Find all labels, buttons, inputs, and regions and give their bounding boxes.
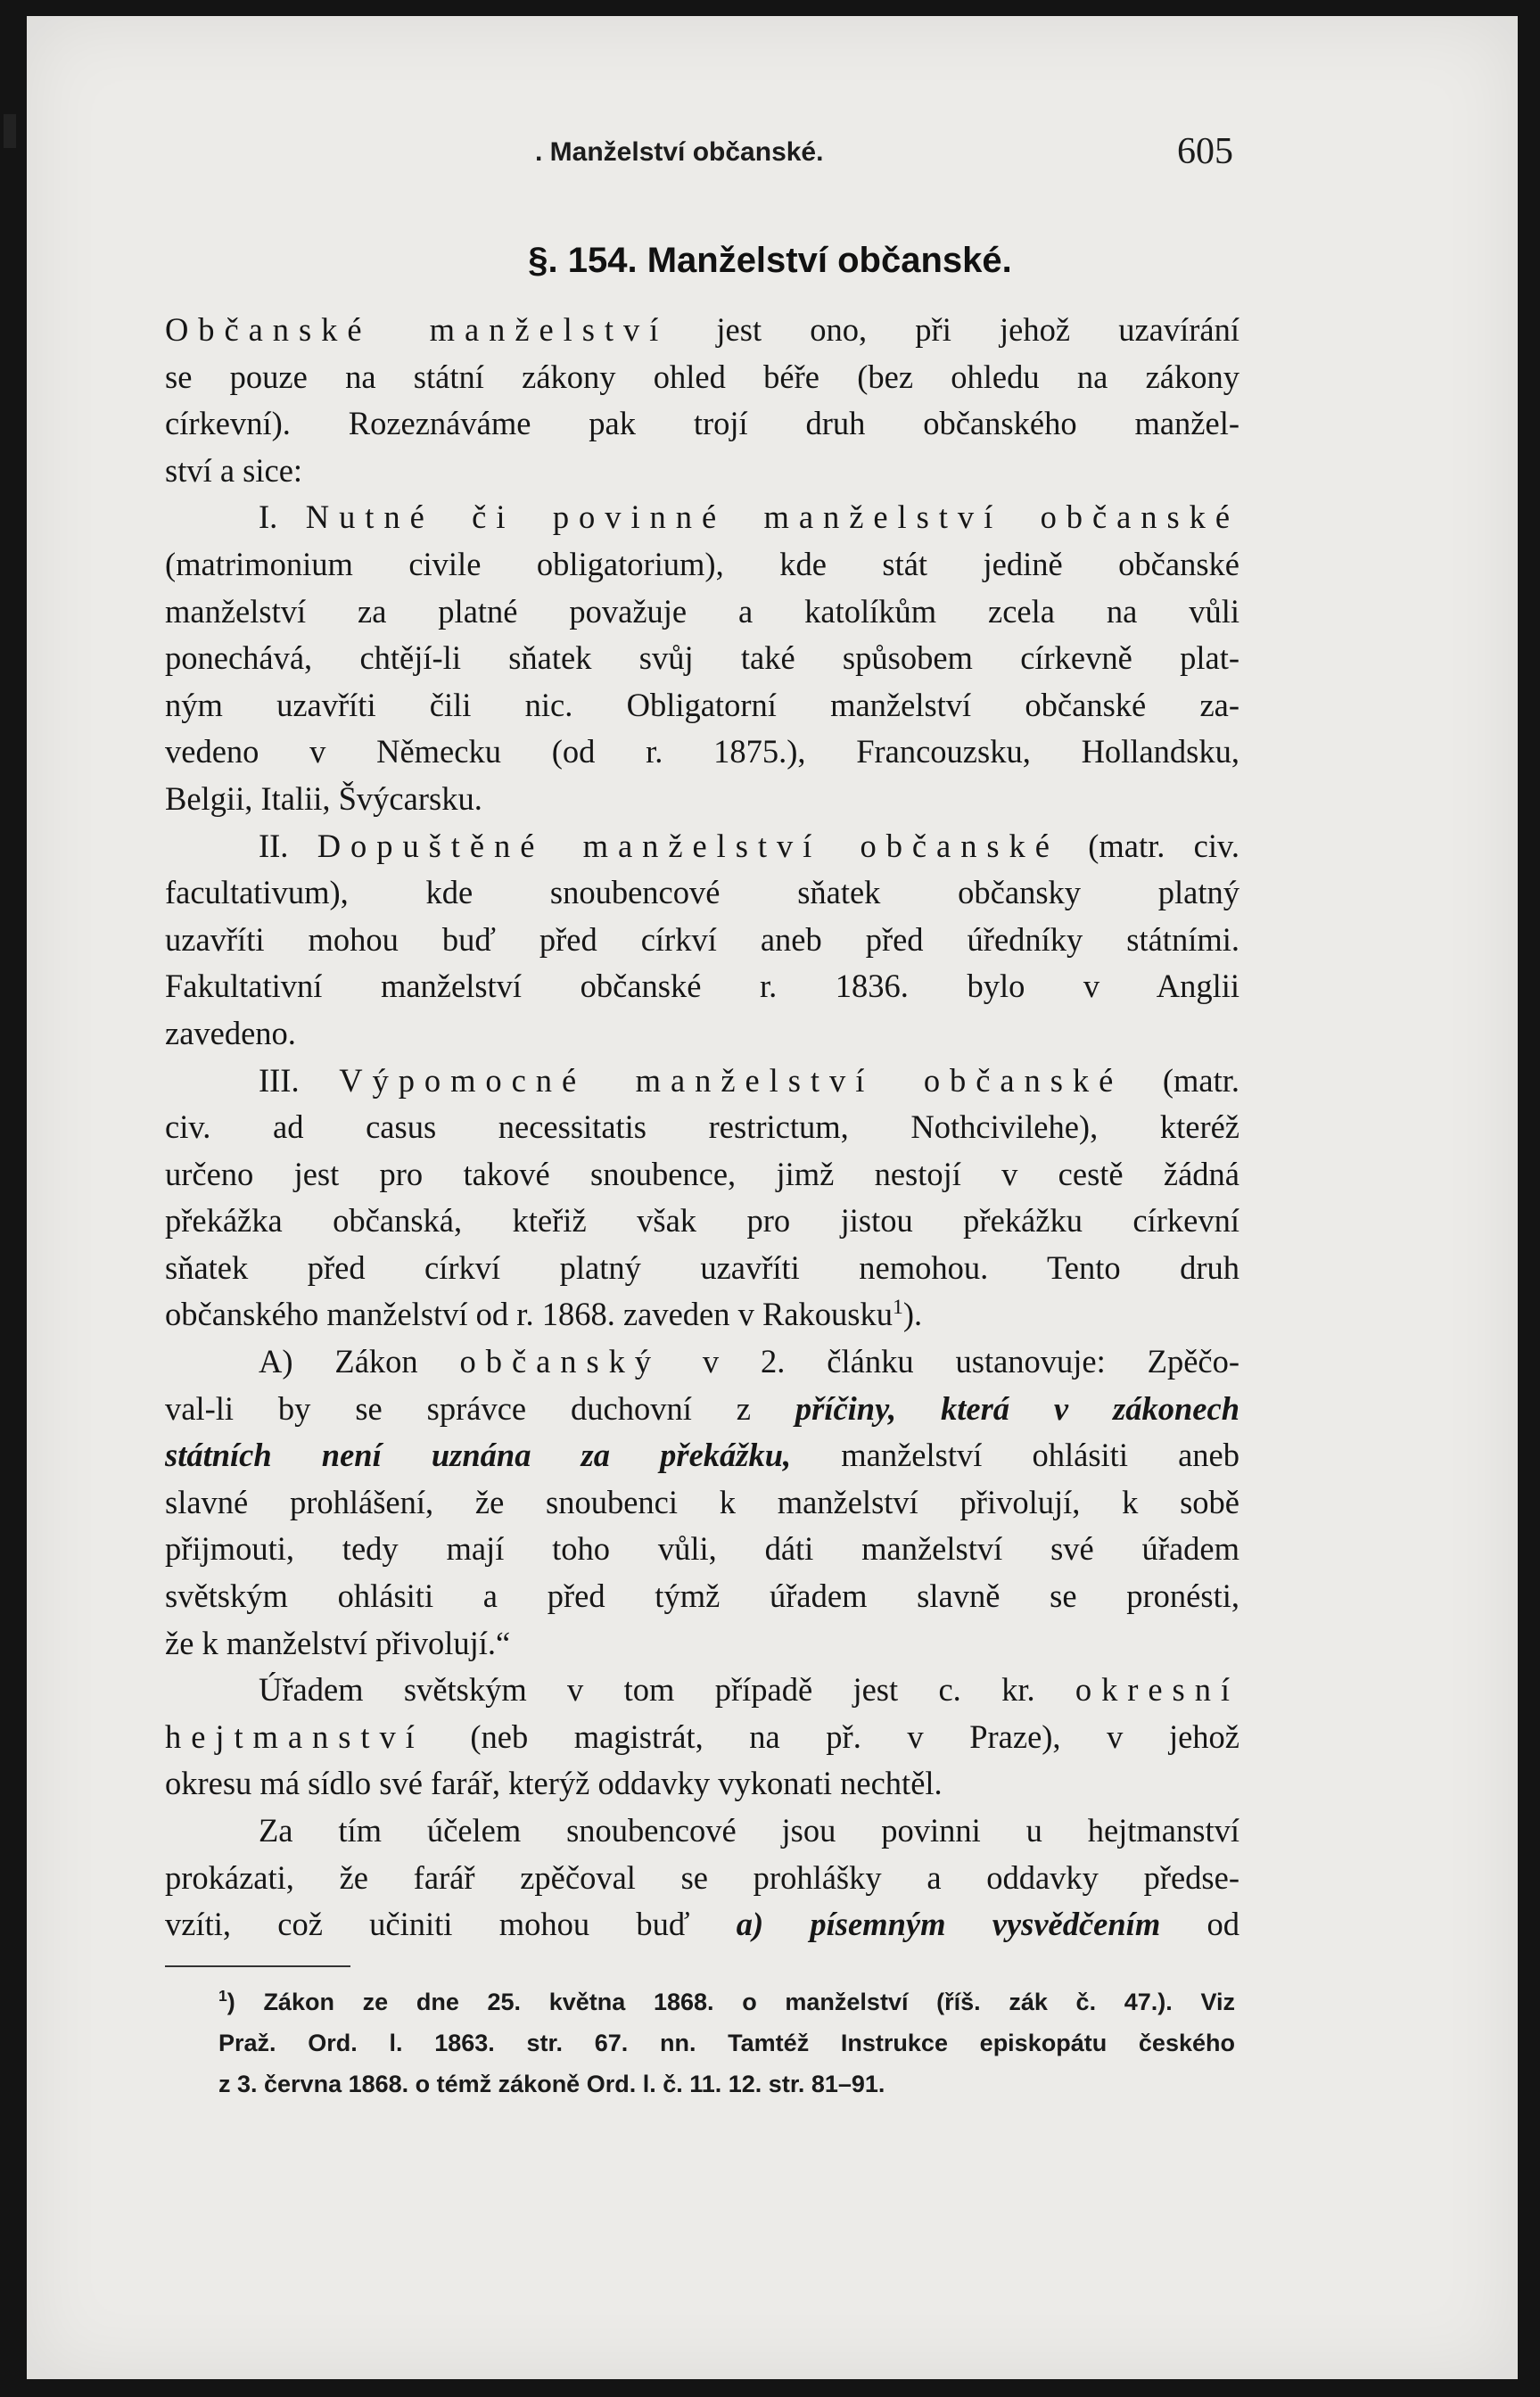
- text-run: facultativum), kde snoubencové sňatek občansky platný: [165, 874, 1239, 911]
- text-run: v 2. článku ustanovuje: Zpěčo-: [661, 1343, 1239, 1380]
- text-line: [165, 1714, 1239, 1761]
- text-run: II.: [259, 827, 317, 864]
- text-line: [165, 307, 1239, 354]
- text-run: val-li by se správce duchovní z: [165, 1389, 795, 1427]
- text-run: sňatek před církví platný uzavříti nemohou. Tento druh: [165, 1248, 1239, 1286]
- text-line: [165, 589, 1239, 636]
- text-run: Belgii, Italii, Švýcarsku.: [165, 779, 482, 817]
- text-line: [165, 917, 1239, 964]
- text-run: (matr. civ.: [1058, 827, 1239, 864]
- text-run: vzíti, což učiniti mohou buď: [165, 1906, 737, 1943]
- text-run: přijmouti, tedy mají toho vůli, dáti manželství své úřadem: [165, 1530, 1239, 1568]
- text-line: [165, 448, 1239, 495]
- text-run: ponechává, chtějí-li sňatek svůj také spůsobem církevně plat-: [165, 639, 1239, 677]
- text-run: vedeno v Německu (od r. 1875.), Francouzsku, Hollandsku,: [165, 733, 1239, 770]
- text-line: [165, 1479, 1239, 1527]
- spaced-emphasis: Výpomocné manželství občanské: [339, 1061, 1124, 1099]
- text-line: [165, 635, 1239, 682]
- text-run: manželství za platné považuje a katolíkům zcela na vůli: [165, 592, 1239, 630]
- text-run: manželství ohlásiti aneb: [791, 1437, 1239, 1474]
- text-run: světským ohlásiti a před týmž úřadem slavně se pronésti,: [165, 1577, 1239, 1615]
- italic-emphasis: a) písemným vysvědčením: [736, 1906, 1161, 1943]
- text-line: [165, 776, 1239, 823]
- text-line: [165, 494, 1239, 541]
- text-line: [165, 869, 1239, 917]
- italic-emphasis: příčiny, která v zákonech: [795, 1389, 1239, 1427]
- spaced-emphasis: hejtmanství: [165, 1717, 424, 1755]
- footnote-line: [218, 2022, 1235, 2063]
- text-run: ství a sice:: [165, 451, 303, 489]
- text-run: Fakultativní manželství občanské r. 1836. bylo v Anglii: [165, 968, 1239, 1005]
- text-line: [165, 1245, 1239, 1292]
- text-line: [165, 1198, 1239, 1245]
- footnote-line: [218, 2063, 1235, 2105]
- text-line: [165, 1855, 1239, 1902]
- text-run: okresu má sídlo své farář, kterýž oddavky vykonati nechtěl.: [165, 1765, 943, 1802]
- spaced-emphasis: Nutné či povinné manželství občanské: [305, 498, 1239, 536]
- text-line: [165, 1667, 1239, 1714]
- spaced-emphasis: Dopuštěné manželství občanské: [317, 827, 1059, 864]
- text-line: [165, 1151, 1239, 1198]
- text-run: překážka občanská, kteřiž však pro jistou překážku církevní: [165, 1202, 1239, 1240]
- text-line: [165, 1526, 1239, 1573]
- text-run: že k manželství přivolují.“: [165, 1624, 511, 1661]
- text-line: [165, 1291, 1239, 1339]
- text-line: [165, 1901, 1239, 1948]
- text-line: [165, 682, 1239, 729]
- text-run: jest ono, při jehož uzavírání: [668, 311, 1239, 348]
- text-run: uzavříti mohou buď před církví aneb před úředníky státními.: [165, 920, 1239, 958]
- text-line: [165, 1386, 1239, 1433]
- text-line: [165, 1808, 1239, 1855]
- text-run: I.: [259, 498, 306, 536]
- text-line: [165, 354, 1239, 401]
- page-header: [0, 125, 1540, 178]
- body-text: [165, 307, 1239, 1948]
- text-line: [165, 1760, 1239, 1808]
- text-run: civ. ad casus necessitatis restrictum, Nothcivilehe), kteréž: [165, 1108, 1239, 1146]
- text-run: (matrimonium civile obligatorium), kde stát jedině občanské: [165, 545, 1239, 582]
- text-run: Praž. Ord. l. 1863. str. 67. nn. Tamtéž Instrukce episkopátu českého: [218, 2030, 1235, 2056]
- footnote-marker: 1: [218, 1987, 227, 2005]
- text-run: (neb magistrát, na př. v Praze), v jehož: [424, 1717, 1239, 1755]
- italic-emphasis: státních není uznána za překážku,: [165, 1437, 792, 1474]
- text-run: z 3. června 1868. o témž zákoně Ord. l. č. 11. 12. str. 81–91.: [218, 2071, 885, 2097]
- text-line: [165, 1432, 1239, 1479]
- spaced-emphasis: okresní: [1075, 1671, 1239, 1709]
- text-line: [165, 1010, 1239, 1058]
- footnote-line: [218, 1981, 1235, 2022]
- text-line: [165, 1058, 1239, 1105]
- footnote-marker: 1: [893, 1296, 903, 1320]
- text-run: určeno jest pro takové snoubence, jimž nestojí v cestě žádná: [165, 1155, 1239, 1192]
- running-title: . Manželství občanské.: [535, 137, 824, 167]
- text-line: [165, 1104, 1239, 1151]
- text-run: církevní). Rozeznáváme pak trojí druh občanského manžel-: [165, 405, 1239, 442]
- text-run: se pouze na státní zákony ohled béře (bez ohledu na zákony: [165, 358, 1239, 395]
- text-run: ným uzavříti čili nic. Obligatorní manželství občanské za-: [165, 686, 1239, 723]
- text-run: slavné prohlášení, že snoubenci k manželství přivolují, k sobě: [165, 1483, 1239, 1520]
- text-line: [165, 963, 1239, 1010]
- text-run: občanského manželství od r. 1868. zaveden v Rakousku: [165, 1296, 893, 1333]
- text-run: III.: [259, 1061, 340, 1099]
- text-run: zavedeno.: [165, 1014, 296, 1051]
- text-run: prokázati, že farář zpěčoval se prohlášky a oddavky předse-: [165, 1858, 1239, 1896]
- footnote-rule: [165, 1965, 350, 1967]
- text-line: [165, 541, 1239, 589]
- text-run: Úřadem světským v tom případě jest c. kr.: [259, 1671, 1075, 1709]
- page-number: 605: [1177, 131, 1233, 172]
- text-run: Za tím účelem snoubencové jsou povinni u hejtmanství: [259, 1812, 1239, 1849]
- text-line: [165, 1573, 1239, 1620]
- footnotes: [218, 1981, 1235, 2105]
- text-run: ) Zákon ze dne 25. května 1868. o manželství (říš. zák č. 47.). Viz: [226, 1989, 1235, 2015]
- text-line: [165, 1620, 1239, 1668]
- text-line: [165, 400, 1239, 448]
- text-line: [165, 1339, 1239, 1386]
- spaced-emphasis: Občanské manželství: [165, 311, 669, 348]
- text-run: od: [1160, 1906, 1239, 1943]
- text-line: [165, 823, 1239, 870]
- text-run: A) Zákon: [259, 1343, 460, 1380]
- text-line: [165, 729, 1239, 776]
- section-title: §. 154. Manželství občanské.: [528, 241, 1012, 280]
- spaced-emphasis: občanský: [459, 1343, 662, 1380]
- text-run: ).: [902, 1296, 923, 1333]
- text-run: (matr.: [1123, 1061, 1239, 1099]
